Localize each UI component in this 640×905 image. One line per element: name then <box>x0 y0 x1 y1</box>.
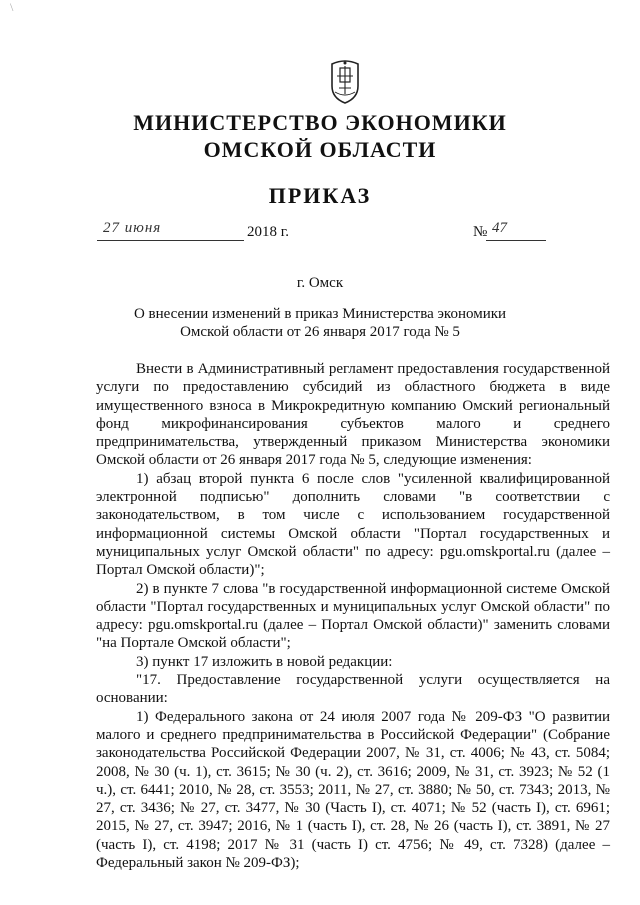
number-underline <box>486 240 546 241</box>
body-paragraph: 2) в пункте 7 слова "в государственной информационной системе Омской области "Портал государственных и муниципальных услуг Омской области" по адресу: pgu.omskportal.ru (далее – Портал Омской области)" заменить словами "на Портале Омской области"; <box>96 580 610 652</box>
coat-of-arms-icon <box>329 58 361 104</box>
order-body <box>96 360 610 872</box>
scan-mark: \ <box>10 0 14 14</box>
organization-name-line1: МИНИСТЕРСТВО ЭКОНОМИКИ <box>133 110 507 135</box>
organization-name-line2: ОМСКОЙ ОБЛАСТИ <box>203 137 437 162</box>
subject-line2: Омской области от 26 января 2017 года № 5 <box>180 324 460 340</box>
body-paragraph: 1) абзац второй пункта 6 после слов "усиленной квалифицированной электронной подписью" дополнить словами "в соответствии с законодательством, в том числе с использованием государственной информационной системы Омской области "Портал государственных и муниципальных услуг Омской области" по адресу: pgu.omskportal.ru (далее – Портал Омской области)"; <box>96 470 610 579</box>
handwritten-number: 47 <box>492 220 507 236</box>
subject-line1: О внесении изменений в приказ Министерства экономики <box>133 306 507 322</box>
date-underline <box>97 240 244 241</box>
year-text: 2018 г. <box>247 224 289 240</box>
number-label: № <box>473 224 488 240</box>
handwritten-date: 27 июня <box>103 220 162 236</box>
city-name: г. Омск <box>296 275 344 291</box>
date-number-line <box>97 222 547 246</box>
order-subject <box>0 305 640 341</box>
body-paragraph: 1) Федерального закона от 24 июля 2007 года № 209-ФЗ "О развитии малого и среднего предпринимательства в Российской Федерации" (Собрание законодательства Российской Федерации 2007, № 31, ст. 4006; № 43, ст. 5084; 2008, № 30 (ч. 1), ст. 3615; № 30 (ч. 2), ст. 3616; 2009, № 31, ст. 3923; № 52 (1 ч.), ст. 6441; 2010, № 28, ст. 3553; 2011, № 27, ст. 3880; № 50, ст. 7343; 2013, № 27, ст. 3436; № 27, ст. 3477, № 30 (Часть I), ст. 4071; № 52 (часть I), ст. 6961; 2015, № 27, ст. 3947; 2016, № 1 (часть I), ст. 28, № 26 (часть I), ст. 3891, № 27 (часть I), ст. 4198; 2017 № 31 (часть I) ст. 4756; № 49, ст. 7328) (далее – Федеральный закон № 209-ФЗ); <box>96 708 610 872</box>
body-paragraph: "17. Предоставление государственной услуги осуществляется на основании: <box>96 672 610 707</box>
document-type-title: ПРИКАЗ <box>268 183 372 208</box>
body-paragraph: 3) пункт 17 изложить в новой редакции: <box>136 653 393 670</box>
body-paragraph: Внести в Административный регламент предоставления государственной услуги по предоставлению субсидий из областного бюджета в виде имущественного взноса в Микрокредитную компанию Омский региональный фонд микрофинансирования субъектов малого и среднего предпринимательства, утвержденный приказом Министерства экономики Омской области от 26 января 2017 года № 5, следующие изменения: <box>96 361 610 469</box>
